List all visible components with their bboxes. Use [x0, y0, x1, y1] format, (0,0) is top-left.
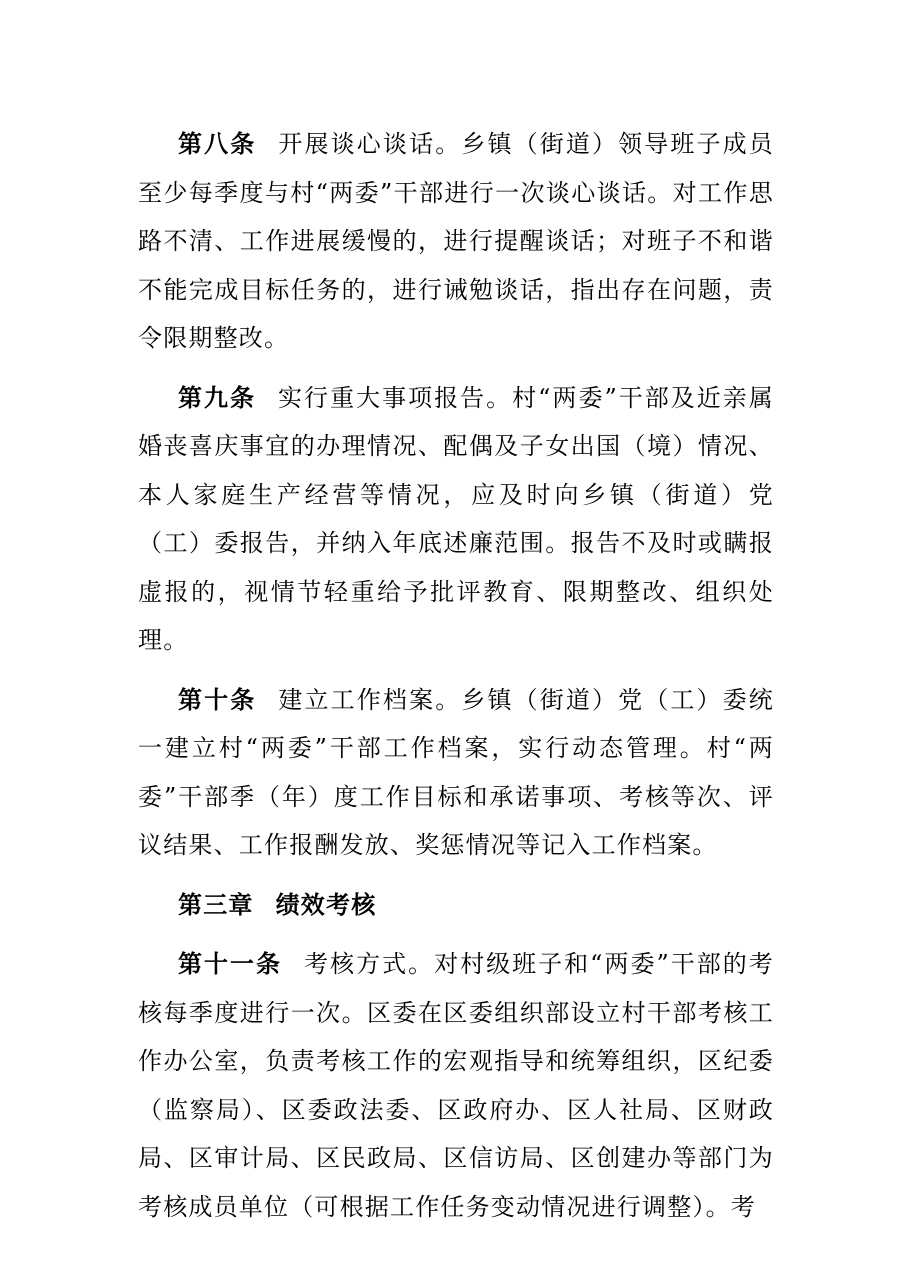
article-8-heading: 第八条 — [178, 129, 257, 158]
article-11 — [138, 940, 774, 1231]
article-9-heading: 第九条 — [178, 382, 257, 412]
article-9-text: 实行重大事项报告。村“两委”干部及近亲属婚丧喜庆事宜的办理情况、配偶及子女出国（境）情况、本人家庭生产经营等情况，应及时向乡镇（街道）党（工）委报告，并纳入年底述廉范围。报告不及时或瞒报虚报的，视情节轻重给予批评教育、限期整改、组织处理。 — [138, 383, 774, 654]
article-11-heading: 第十一条 — [178, 949, 283, 978]
article-8 — [138, 120, 774, 363]
article-8-text: 开展谈心谈话。乡镇（街道）领导班子成员至少每季度与村“两委”干部进行一次谈心谈话。对工作思路不清、工作进展缓慢的，进行提醒谈话；对班子不和谐不能完成目标任务的，进行诫勉谈话，指出存在问题，责令限期整改。 — [138, 130, 774, 352]
article-11-text: 考核方式。对村级班子和“两委”干部的考核每季度进行一次。区委在区委组织部设立村干部考核工作办公室，负责考核工作的宏观指导和统筹组织，区纪委（监察局）、区委政法委、区政府办、区人社局、区财政局、区审计局、区民政局、区信访局、区创建办等部门为考核成员单位（可根据工作任务变动情况进行调整）。考 — [138, 950, 774, 1221]
article-10-heading: 第十条 — [178, 684, 257, 714]
article-9 — [138, 374, 774, 665]
chapter-title: 绩效考核 — [275, 889, 377, 919]
chapter-heading — [138, 881, 774, 930]
chapter-number: 第三章 — [178, 889, 254, 919]
article-10 — [138, 676, 774, 870]
document-page — [138, 120, 774, 1231]
article-10-text: 建立工作档案。乡镇（街道）党（工）委统一建立村“两委”干部工作档案，实行动态管理。村“两委”干部季（年）度工作目标和承诺事项、考核等次、评议结果、工作报酬发放、奖惩情况等记入工作档案。 — [138, 685, 774, 859]
